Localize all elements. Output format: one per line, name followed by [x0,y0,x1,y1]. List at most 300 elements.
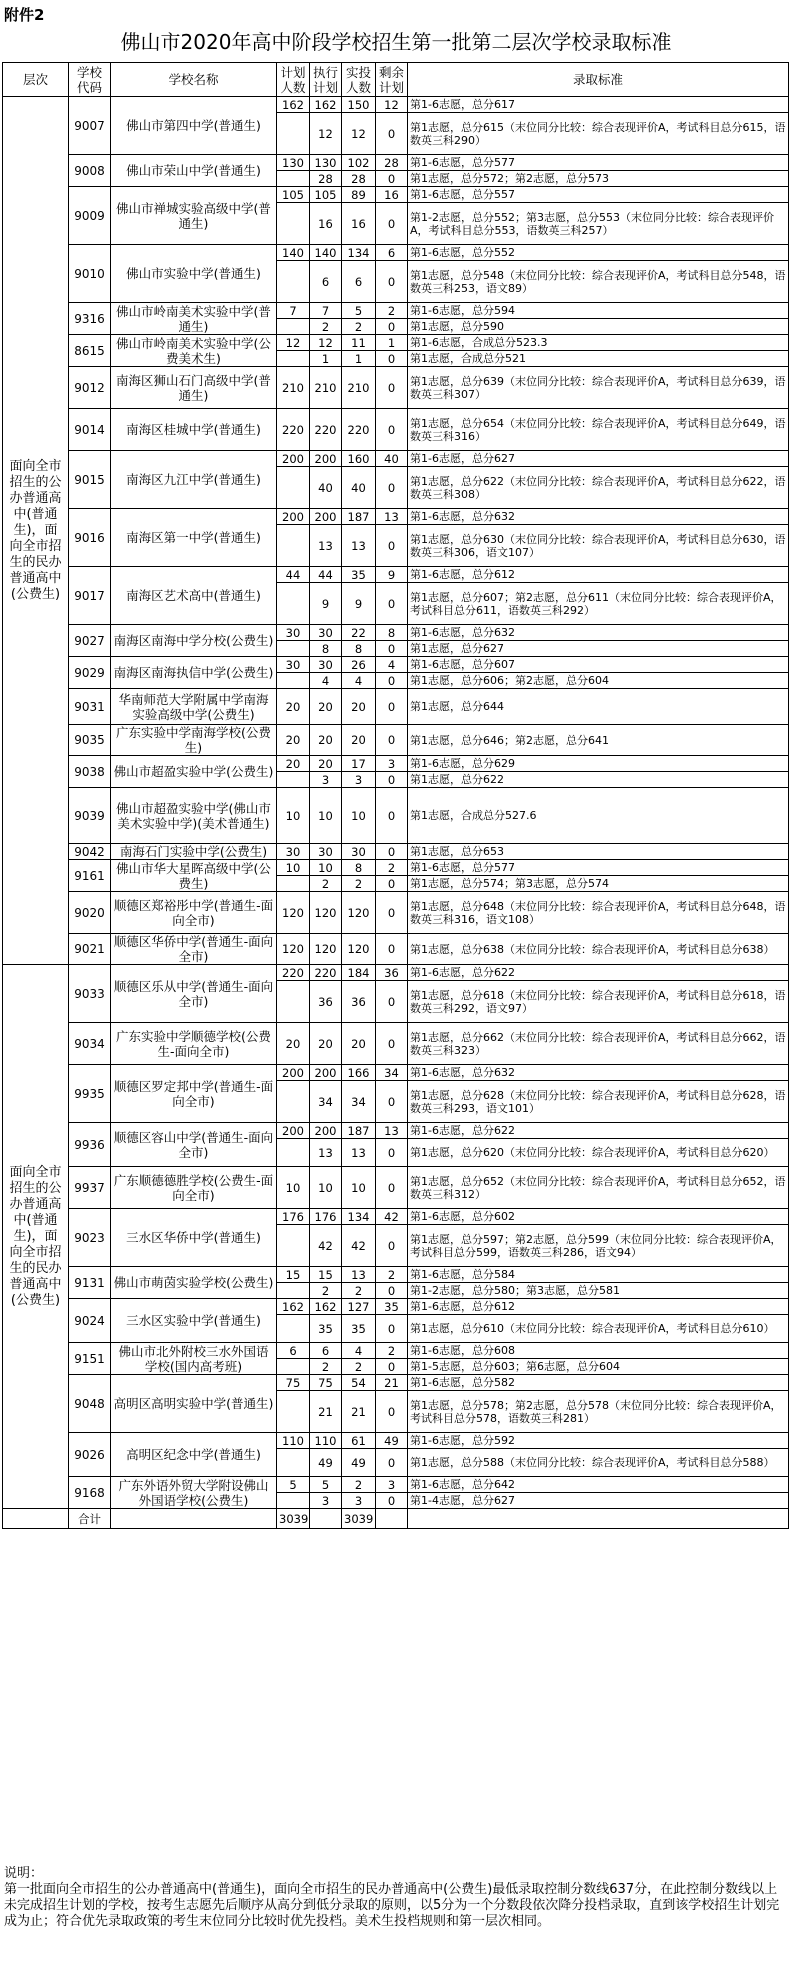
table-row [3,97,789,113]
actual-count: 2 [342,1283,376,1299]
plan-count [277,1493,310,1509]
plan-count: 20 [277,689,310,725]
exec-plan: 20 [310,689,342,725]
remaining-plan: 0 [376,1081,408,1123]
actual-count: 4 [342,673,376,689]
actual-count: 40 [342,467,376,509]
admission-standard: 第1-6志愿，总分632 [408,1065,789,1081]
plan-count [277,876,310,892]
school-name: 华南师范大学附属中学南海实验高级中学(公费生) [111,689,277,725]
exec-plan: 162 [310,97,342,113]
remaining-plan: 2 [376,860,408,876]
exec-plan: 13 [310,525,342,567]
admission-standard: 第1-6志愿，总分612 [408,567,789,583]
plan-count [277,1391,310,1433]
remaining-plan: 0 [376,1493,408,1509]
admission-standard: 第1-6志愿，总分552 [408,245,789,261]
school-name: 顺德区郑裕彤中学(普通生-面向全市) [111,892,277,934]
table-row [3,409,789,451]
actual-count: 4 [342,1343,376,1359]
plan-count [277,1359,310,1375]
remaining-plan: 1 [376,335,408,351]
admission-standard: 第1-6志愿，总分557 [408,187,789,203]
plan-count [277,641,310,657]
plan-count: 110 [277,1433,310,1449]
plan-count [277,1081,310,1123]
remaining-plan: 0 [376,1023,408,1065]
school-code: 9151 [69,1343,111,1375]
plan-count: 7 [277,303,310,319]
remaining-plan: 9 [376,567,408,583]
actual-count: 20 [342,725,376,756]
total-empty [310,1509,342,1529]
admission-standard: 第1志愿，总分654（末位同分比较：综合表现评价A，考试科目总分649，语数英三科316） [408,409,789,451]
school-code: 9020 [69,892,111,934]
remaining-plan: 0 [376,203,408,245]
actual-count: 35 [342,567,376,583]
plan-count: 120 [277,892,310,934]
remaining-plan: 0 [376,261,408,303]
remaining-plan: 3 [376,756,408,772]
remaining-plan: 0 [376,583,408,625]
school-code: 9007 [69,97,111,155]
exec-plan: 105 [310,187,342,203]
school-name: 南海区南海执信中学(公费生) [111,657,277,689]
admission-standard: 第1志愿，总分622（末位同分比较：综合表现评价A，考试科目总分622，语数英三科308） [408,467,789,509]
total-empty [3,1509,69,1529]
notes-heading: 说明： [4,1866,44,1881]
admission-standard: 第1志愿，总分578；第2志愿，总分578（末位同分比较：综合表现评价A，考试科目总分578，语数英三科281） [408,1391,789,1433]
attachment-label: 附件2 [4,6,45,24]
actual-count: 2 [342,319,376,335]
admission-standard: 第1志愿，总分638（末位同分比较：综合表现评价A，考试科目总分638） [408,934,789,965]
admission-standard: 第1志愿，总分646；第2志愿，总分641 [408,725,789,756]
school-name: 南海区九江中学(普通生) [111,451,277,509]
exec-plan: 20 [310,756,342,772]
notes [4,1866,788,1930]
plan-count: 176 [277,1209,310,1225]
plan-count: 20 [277,756,310,772]
school-code: 9042 [69,844,111,860]
table-row [3,725,789,756]
admission-standard: 第1志愿，总分620（末位同分比较：综合表现评价A，考试科目总分620） [408,1139,789,1167]
table-row [3,245,789,261]
table-row [3,155,789,171]
remaining-plan: 0 [376,1449,408,1477]
remaining-plan: 0 [376,934,408,965]
plan-count: 12 [277,335,310,351]
actual-count: 13 [342,525,376,567]
school-name: 佛山市荣山中学(普通生) [111,155,277,187]
actual-count: 150 [342,97,376,113]
school-name: 佛山市禅城实验高级中学(普通生) [111,187,277,245]
admission-standard: 第1志愿，总分615（末位同分比较：综合表现评价A，考试科目总分615，语数英三科290） [408,113,789,155]
actual-count: 2 [342,876,376,892]
exec-plan: 20 [310,1023,342,1065]
admission-standard: 第1志愿，合成总分521 [408,351,789,367]
table-row [3,303,789,319]
school-name: 三水区实验中学(普通生) [111,1299,277,1343]
actual-count: 187 [342,1123,376,1139]
actual-count: 127 [342,1299,376,1315]
exec-plan: 200 [310,509,342,525]
school-name: 佛山市第四中学(普通生) [111,97,277,155]
school-code: 9015 [69,451,111,509]
exec-plan: 34 [310,1081,342,1123]
school-code: 9031 [69,689,111,725]
remaining-plan: 0 [376,772,408,788]
exec-plan: 110 [310,1433,342,1449]
table-row [3,335,789,351]
plan-count: 5 [277,1477,310,1493]
school-name: 佛山市超盈实验中学(佛山市美术实验中学)(美术普通生) [111,788,277,844]
exec-plan: 200 [310,1123,342,1139]
admission-standard: 第1志愿，总分639（末位同分比较：综合表现评价A，考试科目总分639，语数英三科307） [408,367,789,409]
remaining-plan: 0 [376,892,408,934]
remaining-plan: 49 [376,1433,408,1449]
admission-standard: 第1志愿，总分588（末位同分比较：综合表现评价A，考试科目总分588） [408,1449,789,1477]
admission-standard: 第1志愿，总分622 [408,772,789,788]
remaining-plan: 0 [376,1283,408,1299]
plan-count: 130 [277,155,310,171]
category-cell: 面向全市招生的公办普通高中(普通生)，面向全市招生的民办普通高中(公费生) [3,97,69,965]
admission-standard: 第1-6志愿，总分617 [408,97,789,113]
school-name: 佛山市岭南美术实验中学(公费美术生) [111,335,277,367]
actual-count: 61 [342,1433,376,1449]
admission-standard: 第1-6志愿，总分582 [408,1375,789,1391]
exec-plan: 4 [310,673,342,689]
remaining-plan: 34 [376,1065,408,1081]
school-code: 9026 [69,1433,111,1477]
plan-count [277,525,310,567]
remaining-plan: 0 [376,1139,408,1167]
table-row [3,756,789,772]
table-row [3,1343,789,1359]
admission-standard: 第1志愿，总分574；第3志愿，总分574 [408,876,789,892]
actual-count: 20 [342,689,376,725]
table-row [3,934,789,965]
exec-plan: 42 [310,1225,342,1267]
actual-count: 49 [342,1449,376,1477]
exec-plan: 1 [310,351,342,367]
remaining-plan: 8 [376,625,408,641]
admission-standard: 第1志愿，总分653 [408,844,789,860]
exec-plan: 13 [310,1139,342,1167]
admission-table [2,62,789,1529]
actual-count: 120 [342,934,376,965]
table-row [3,1209,789,1225]
school-name: 高明区纪念中学(普通生) [111,1433,277,1477]
admission-standard: 第1志愿，总分590 [408,319,789,335]
table-row [3,965,789,981]
table-row [3,509,789,525]
exec-plan: 120 [310,892,342,934]
school-name: 南海区狮山石门高级中学(普通生) [111,367,277,409]
plan-count: 200 [277,1123,310,1139]
plan-count [277,351,310,367]
plan-count: 162 [277,1299,310,1315]
plan-count: 15 [277,1267,310,1283]
admission-standard: 第1志愿，总分662（末位同分比较：综合表现评价A，考试科目总分662，语数英三科323） [408,1023,789,1065]
remaining-plan: 6 [376,245,408,261]
school-code: 9168 [69,1477,111,1509]
plan-count [277,1449,310,1477]
plan-count [277,203,310,245]
exec-plan: 21 [310,1391,342,1433]
school-code: 9017 [69,567,111,625]
exec-plan: 10 [310,1167,342,1209]
remaining-plan: 0 [376,1167,408,1209]
actual-count: 11 [342,335,376,351]
plan-count: 30 [277,657,310,673]
admission-standard: 第1志愿，总分628（末位同分比较：综合表现评价A，考试科目总分628，语数英三科293，语文101） [408,1081,789,1123]
school-code: 9935 [69,1065,111,1123]
school-code: 9038 [69,756,111,788]
total-row [3,1509,789,1529]
table-row [3,788,789,844]
admission-standard: 第1-6志愿，总分608 [408,1343,789,1359]
remaining-plan: 36 [376,965,408,981]
plan-count [277,981,310,1023]
plan-count [277,673,310,689]
school-code: 9316 [69,303,111,335]
admission-standard: 第1-6志愿，总分632 [408,509,789,525]
plan-count: 140 [277,245,310,261]
remaining-plan: 0 [376,351,408,367]
actual-count: 134 [342,1209,376,1225]
school-code: 9936 [69,1123,111,1167]
table-row [3,1123,789,1139]
exec-plan: 10 [310,860,342,876]
remaining-plan: 42 [376,1209,408,1225]
actual-count: 120 [342,892,376,934]
actual-count: 187 [342,509,376,525]
exec-plan: 120 [310,934,342,965]
actual-count: 36 [342,981,376,1023]
remaining-plan: 0 [376,1359,408,1375]
plan-count [277,1315,310,1343]
plan-count: 20 [277,725,310,756]
school-code: 9008 [69,155,111,187]
actual-count: 20 [342,1023,376,1065]
plan-count [277,1139,310,1167]
school-name: 佛山市华大星晖高级中学(公费生) [111,860,277,892]
remaining-plan: 2 [376,1343,408,1359]
table-row [3,657,789,673]
table-row [3,1433,789,1449]
plan-count: 6 [277,1343,310,1359]
exec-plan: 3 [310,1493,342,1509]
total-plan: 3039 [277,1509,310,1529]
actual-count: 13 [342,1267,376,1283]
admission-standard: 第1-6志愿，总分592 [408,1433,789,1449]
remaining-plan: 0 [376,844,408,860]
school-code: 9027 [69,625,111,657]
school-code: 9024 [69,1299,111,1343]
admission-standard: 第1-6志愿，总分612 [408,1299,789,1315]
admission-standard: 第1-6志愿，总分607 [408,657,789,673]
admission-standard: 第1志愿，总分652（末位同分比较：综合表现评价A，考试科目总分652，语数英三科312） [408,1167,789,1209]
plan-count [277,319,310,335]
school-name: 顺德区华侨中学(普通生-面向全市) [111,934,277,965]
category-cell: 面向全市招生的公办普通高中(普通生)，面向全市招生的民办普通高中(公费生) [3,965,69,1509]
admission-standard: 第1-6志愿，合成总分523.3 [408,335,789,351]
total-label: 合计 [69,1509,111,1529]
exec-plan: 210 [310,367,342,409]
column-header: 计划人数 [277,63,310,97]
admission-standard: 第1-2志愿，总分580；第3志愿，总分581 [408,1283,789,1299]
remaining-plan: 12 [376,97,408,113]
exec-plan: 6 [310,261,342,303]
school-code: 9034 [69,1023,111,1065]
school-name: 佛山市萌茵实验学校(公费生) [111,1267,277,1299]
plan-count: 20 [277,1023,310,1065]
exec-plan: 140 [310,245,342,261]
remaining-plan: 0 [376,319,408,335]
remaining-plan: 0 [376,1315,408,1343]
school-name: 广东实验中学顺德学校(公费生-面向全市) [111,1023,277,1065]
admission-standard: 第1-6志愿，总分622 [408,965,789,981]
remaining-plan: 0 [376,689,408,725]
admission-standard: 第1志愿，总分630（末位同分比较：综合表现评价A，考试科目总分630，语数英三科306，语文107） [408,525,789,567]
remaining-plan: 0 [376,1391,408,1433]
remaining-plan: 0 [376,409,408,451]
exec-plan: 8 [310,641,342,657]
remaining-plan: 0 [376,876,408,892]
school-code: 9048 [69,1375,111,1433]
admission-standard: 第1-6志愿，总分642 [408,1477,789,1493]
exec-plan: 36 [310,981,342,1023]
plan-count: 162 [277,97,310,113]
table-row [3,1065,789,1081]
table-row [3,367,789,409]
actual-count: 42 [342,1225,376,1267]
remaining-plan: 28 [376,155,408,171]
plan-count [277,261,310,303]
exec-plan: 200 [310,451,342,467]
school-code: 9009 [69,187,111,245]
exec-plan: 5 [310,1477,342,1493]
school-name: 顺德区容山中学(普通生-面向全市) [111,1123,277,1167]
remaining-plan: 21 [376,1375,408,1391]
actual-count: 16 [342,203,376,245]
remaining-plan: 0 [376,641,408,657]
plan-count: 200 [277,1065,310,1081]
page-title: 佛山市2020年高中阶段学校招生第一批第二层次学校录取标准 [120,30,672,54]
plan-count: 200 [277,509,310,525]
actual-count: 10 [342,1167,376,1209]
actual-count: 26 [342,657,376,673]
school-name: 南海石门实验中学(公费生) [111,844,277,860]
exec-plan: 30 [310,657,342,673]
school-code: 9016 [69,509,111,567]
admission-standard: 第1志愿，总分648（末位同分比较：综合表现评价A，考试科目总分648，语数英三科316，语文108） [408,892,789,934]
remaining-plan: 0 [376,113,408,155]
exec-plan: 162 [310,1299,342,1315]
actual-count: 35 [342,1315,376,1343]
table-row [3,1375,789,1391]
admission-standard: 第1志愿，合成总分527.6 [408,788,789,844]
actual-count: 184 [342,965,376,981]
actual-count: 9 [342,583,376,625]
plan-count: 10 [277,788,310,844]
admission-standard: 第1-6志愿，总分622 [408,1123,789,1139]
plan-count: 30 [277,625,310,641]
remaining-plan: 2 [376,1267,408,1283]
school-name: 广东顺德德胜学校(公费生-面向全市) [111,1167,277,1209]
remaining-plan: 0 [376,525,408,567]
remaining-plan: 3 [376,1477,408,1493]
admission-standard: 第1志愿，总分610（末位同分比较：综合表现评价A，考试科目总分610） [408,1315,789,1343]
school-name: 广东外语外贸大学附设佛山外国语学校(公费生) [111,1477,277,1509]
column-header: 学校代码 [69,63,111,97]
table-row [3,844,789,860]
exec-plan: 44 [310,567,342,583]
school-code: 9014 [69,409,111,451]
actual-count: 210 [342,367,376,409]
admission-standard: 第1-5志愿，总分603；第6志愿，总分604 [408,1359,789,1375]
admission-standard: 第1志愿，总分644 [408,689,789,725]
exec-plan: 2 [310,876,342,892]
remaining-plan: 0 [376,467,408,509]
table-row [3,689,789,725]
table-row [3,860,789,876]
actual-count: 2 [342,1477,376,1493]
table-row [3,1299,789,1315]
admission-standard: 第1-4志愿，总分627 [408,1493,789,1509]
admission-standard: 第1-6志愿，总分627 [408,451,789,467]
school-name: 佛山市岭南美术实验中学(普通生) [111,303,277,335]
exec-plan: 2 [310,319,342,335]
admission-standard: 第1志愿，总分627 [408,641,789,657]
exec-plan: 15 [310,1267,342,1283]
exec-plan: 40 [310,467,342,509]
plan-count: 30 [277,844,310,860]
actual-count: 34 [342,1081,376,1123]
remaining-plan: 16 [376,187,408,203]
actual-count: 28 [342,171,376,187]
plan-count [277,467,310,509]
admission-standard: 第1-6志愿，总分577 [408,860,789,876]
total-actual: 3039 [342,1509,376,1529]
remaining-plan: 0 [376,1225,408,1267]
exec-plan: 20 [310,725,342,756]
school-name: 南海区第一中学(普通生) [111,509,277,567]
plan-count [277,1283,310,1299]
table-row [3,567,789,583]
school-code: 9010 [69,245,111,303]
actual-count: 166 [342,1065,376,1081]
table-row [3,1023,789,1065]
school-name: 顺德区乐从中学(普通生-面向全市) [111,965,277,1023]
plan-count: 44 [277,567,310,583]
exec-plan: 3 [310,772,342,788]
column-header: 层次 [3,63,69,97]
school-name: 高明区高明实验中学(普通生) [111,1375,277,1433]
actual-count: 12 [342,113,376,155]
actual-count: 8 [342,860,376,876]
school-code: 9029 [69,657,111,689]
exec-plan: 9 [310,583,342,625]
school-name: 广东实验中学南海学校(公费生) [111,725,277,756]
actual-count: 6 [342,261,376,303]
admission-standard: 第1-6志愿，总分632 [408,625,789,641]
plan-count [277,171,310,187]
admission-standard: 第1志愿，总分572；第2志愿，总分573 [408,171,789,187]
school-code: 9023 [69,1209,111,1267]
school-name: 南海区桂城中学(普通生) [111,409,277,451]
exec-plan: 220 [310,965,342,981]
